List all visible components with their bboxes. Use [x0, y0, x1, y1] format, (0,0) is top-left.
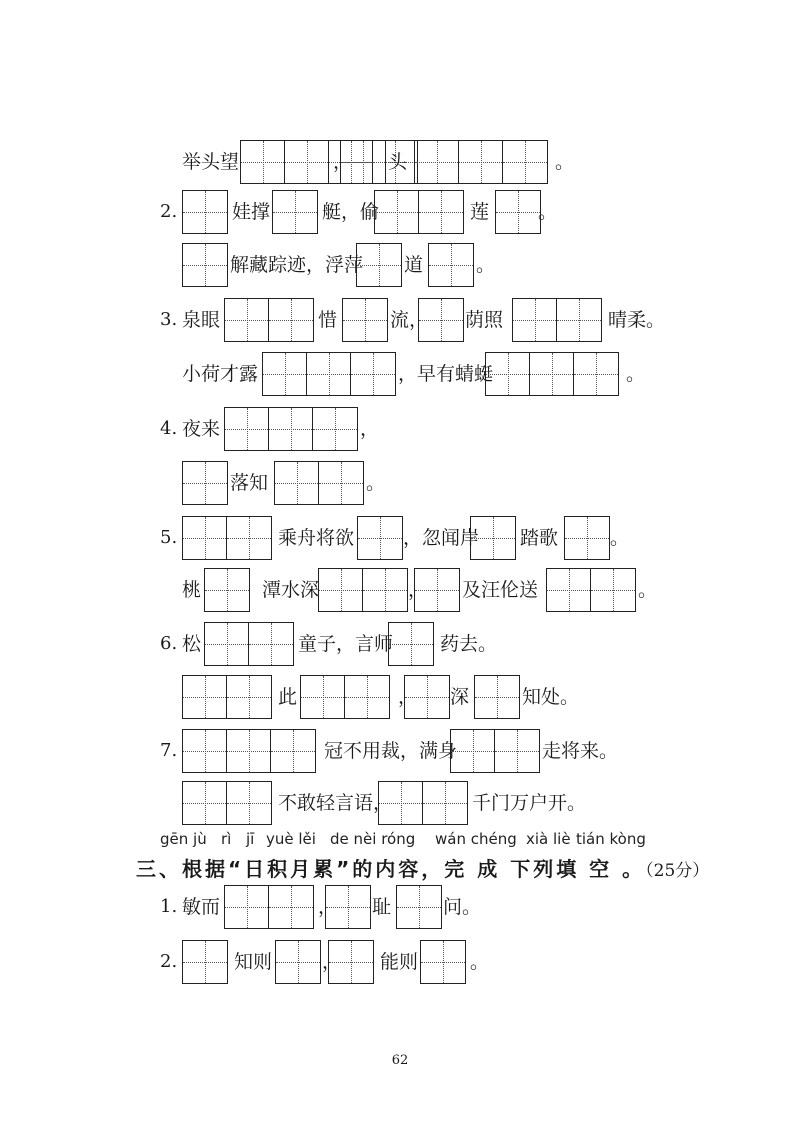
answer-cell[interactable]	[183, 191, 227, 233]
answer-cell[interactable]	[183, 676, 227, 718]
line-text: 晴柔。	[608, 309, 666, 331]
answer-grid[interactable]	[546, 568, 636, 612]
line-text: 。	[470, 951, 490, 973]
answer-cell[interactable]	[419, 299, 463, 341]
answer-grid[interactable]	[512, 298, 602, 342]
answer-cell[interactable]	[475, 676, 519, 718]
line-text: 夜来	[182, 418, 221, 440]
line-text: 解藏踪迹，浮萍	[230, 254, 364, 276]
answer-cell[interactable]	[326, 886, 370, 928]
answer-grid[interactable]	[182, 781, 272, 825]
line-text: 乘舟将欲	[278, 527, 355, 549]
answer-cell[interactable]	[225, 886, 269, 928]
heading-text: 三、根据“日积月累”的内容，完 成 下列填 空 。	[136, 857, 646, 881]
answer-cell[interactable]	[183, 244, 227, 286]
answer-cell[interactable]	[227, 782, 271, 824]
answer-grid[interactable]	[182, 729, 316, 773]
answer-cell[interactable]	[451, 730, 495, 772]
answer-grid[interactable]	[378, 781, 468, 825]
pinyin-neirong: de nèi róng	[330, 830, 416, 848]
answer-cell[interactable]	[183, 730, 227, 772]
answer-cell[interactable]	[205, 623, 249, 665]
line-text: ，	[398, 686, 418, 708]
answer-cell[interactable]	[496, 191, 540, 233]
answer-grid[interactable]	[204, 568, 250, 612]
answer-grid[interactable]	[224, 885, 314, 929]
line-text: 落知	[230, 472, 269, 494]
answer-grid[interactable]	[474, 675, 520, 719]
line-text: 艇，偷	[322, 201, 380, 223]
answer-cell[interactable]	[183, 782, 227, 824]
line-text: 松	[182, 633, 202, 655]
line-text: 耻	[372, 896, 392, 918]
line-text: 举头望	[182, 151, 240, 173]
answer-grid[interactable]	[374, 190, 464, 234]
answer-cell[interactable]	[557, 299, 601, 341]
answer-grid[interactable]	[224, 407, 358, 451]
answer-cell[interactable]	[351, 353, 395, 395]
answer-cell[interactable]	[459, 141, 503, 183]
line-text: 。	[610, 527, 630, 549]
answer-cell[interactable]	[227, 730, 271, 772]
answer-grid[interactable]	[495, 190, 541, 234]
answer-grid[interactable]	[224, 298, 314, 342]
pinyin-genju: gēn jù	[160, 830, 207, 848]
answer-cell[interactable]	[363, 569, 407, 611]
answer-cell[interactable]	[275, 462, 319, 504]
answer-cell[interactable]	[530, 353, 574, 395]
answer-grid[interactable]	[182, 516, 272, 560]
answer-grid[interactable]	[414, 568, 460, 612]
line-text: 桃	[182, 579, 202, 601]
answer-cell[interactable]	[263, 353, 307, 395]
item-number: 3.	[160, 309, 178, 330]
answer-cell[interactable]	[574, 353, 618, 395]
line-text: 。	[626, 363, 646, 385]
answer-cell[interactable]	[345, 676, 389, 718]
answer-cell[interactable]	[183, 462, 227, 504]
item-number: 4.	[160, 418, 178, 439]
line-text: 敏而	[182, 896, 221, 918]
answer-grid[interactable]	[182, 190, 228, 234]
answer-cell[interactable]	[429, 244, 473, 286]
answer-cell[interactable]	[225, 408, 269, 450]
answer-cell[interactable]	[313, 408, 357, 450]
answer-cell[interactable]	[423, 782, 467, 824]
answer-cell[interactable]	[547, 569, 591, 611]
answer-cell[interactable]	[397, 886, 441, 928]
answer-cell[interactable]	[471, 517, 515, 559]
line-text: ，	[408, 579, 428, 601]
line-text: 流，	[390, 309, 429, 331]
answer-cell[interactable]	[329, 941, 373, 983]
line-text: ，	[360, 418, 380, 440]
answer-cell[interactable]	[565, 517, 609, 559]
answer-cell[interactable]	[503, 141, 547, 183]
answer-grid[interactable]	[262, 352, 396, 396]
line-text: 知处。	[522, 686, 580, 708]
answer-cell[interactable]	[513, 299, 557, 341]
line-text: 千门万户开。	[472, 792, 587, 814]
line-text: ，早有蜻蜓	[398, 363, 494, 385]
answer-grid[interactable]	[182, 675, 272, 719]
answer-cell[interactable]	[405, 676, 449, 718]
answer-cell[interactable]	[285, 141, 329, 183]
answer-grid[interactable]	[470, 516, 516, 560]
answer-cell[interactable]	[421, 941, 465, 983]
answer-grid[interactable]	[182, 243, 228, 287]
answer-grid[interactable]	[414, 140, 548, 184]
heading-score: （25分）	[645, 861, 710, 881]
answer-cell[interactable]	[357, 244, 401, 286]
line-text: 荫照	[465, 309, 504, 331]
line-text: ，	[318, 896, 338, 918]
line-text: 及汪伦送	[462, 579, 539, 601]
pinyin-tiankong: tián kòng	[576, 830, 646, 848]
answer-cell[interactable]	[241, 141, 285, 183]
answer-cell[interactable]	[343, 299, 387, 341]
answer-grid[interactable]	[404, 675, 450, 719]
pinyin-ri: rì	[221, 830, 232, 848]
line-text: 小荷才露	[182, 363, 259, 385]
line-text: 。	[538, 201, 558, 223]
answer-grid[interactable]	[418, 298, 464, 342]
answer-cell[interactable]	[269, 299, 313, 341]
pinyin-yuelei: yuè lěi	[266, 830, 316, 848]
answer-cell[interactable]	[415, 569, 459, 611]
answer-grid[interactable]	[564, 516, 610, 560]
answer-cell[interactable]	[276, 941, 320, 983]
line-text: 问。	[443, 896, 482, 918]
item-number: 5.	[160, 527, 178, 548]
answer-cell[interactable]	[358, 517, 402, 559]
answer-grid[interactable]	[300, 675, 390, 719]
line-text: 惜	[318, 309, 338, 331]
answer-cell[interactable]	[227, 676, 271, 718]
line-text: 。	[476, 254, 496, 276]
answer-grid[interactable]	[342, 298, 388, 342]
answer-cell[interactable]	[249, 623, 293, 665]
answer-cell[interactable]	[375, 191, 419, 233]
section-three-heading	[136, 853, 709, 882]
line-text: 泉眼	[182, 309, 221, 331]
answer-cell[interactable]	[273, 191, 317, 233]
answer-cell[interactable]	[271, 730, 315, 772]
answer-cell[interactable]	[319, 569, 363, 611]
answer-cell[interactable]	[183, 517, 227, 559]
pinyin-xialie: xià liè	[526, 830, 571, 848]
item-number: 2.	[160, 951, 178, 972]
answer-grid[interactable]	[325, 885, 371, 929]
answer-cell[interactable]	[495, 730, 539, 772]
answer-grid[interactable]	[274, 461, 364, 505]
answer-cell[interactable]	[591, 569, 635, 611]
line-text: 知则	[234, 951, 273, 973]
line-text: 童子，言师	[298, 633, 394, 655]
answer-grid[interactable]	[328, 940, 374, 984]
answer-grid[interactable]	[388, 622, 434, 666]
answer-cell[interactable]	[419, 191, 463, 233]
line-text: 娃撑	[232, 201, 271, 223]
answer-cell[interactable]	[205, 569, 249, 611]
line-text: 道	[404, 254, 424, 276]
answer-cell[interactable]	[269, 408, 313, 450]
line-text: 莲	[470, 201, 490, 223]
answer-grid[interactable]	[357, 516, 403, 560]
answer-grid[interactable]	[340, 140, 386, 184]
item-number: 1.	[160, 896, 178, 917]
item-number: 6.	[160, 633, 178, 654]
answer-cell[interactable]	[341, 141, 385, 183]
answer-grid[interactable]	[356, 243, 402, 287]
answer-cell[interactable]	[183, 941, 227, 983]
line-text: ，	[322, 951, 342, 973]
answer-cell[interactable]	[301, 676, 345, 718]
answer-cell[interactable]	[415, 141, 459, 183]
answer-cell[interactable]	[225, 299, 269, 341]
answer-grid[interactable]	[318, 568, 408, 612]
answer-grid[interactable]	[272, 190, 318, 234]
line-text: ，	[333, 151, 353, 173]
answer-grid[interactable]	[485, 352, 619, 396]
answer-grid[interactable]	[420, 940, 466, 984]
answer-grid[interactable]	[396, 885, 442, 929]
answer-cell[interactable]	[389, 623, 433, 665]
line-text: 冠不用裁，满身	[324, 740, 458, 762]
line-text: 潭水深	[262, 579, 320, 601]
line-text: 能则	[380, 951, 419, 973]
answer-cell[interactable]	[486, 353, 530, 395]
line-text: 。	[555, 151, 575, 173]
line-text: 不敢轻言语，	[278, 792, 393, 814]
line-text: ，忽闻岸	[403, 527, 480, 549]
line-text: 。	[366, 472, 386, 494]
pinyin-wancheng: wán chéng	[435, 830, 517, 848]
item-number: 2.	[160, 201, 178, 222]
answer-cell[interactable]	[379, 782, 423, 824]
line-text: 。	[638, 579, 658, 601]
answer-grid[interactable]	[450, 729, 540, 773]
answer-cell[interactable]	[307, 353, 351, 395]
answer-grid[interactable]	[204, 622, 294, 666]
line-text: 药去。	[440, 633, 498, 655]
item-number: 7.	[160, 740, 178, 761]
answer-cell[interactable]	[269, 886, 313, 928]
line-text: 此	[278, 686, 298, 708]
answer-grid[interactable]	[182, 940, 228, 984]
pinyin-ji: jī	[246, 830, 255, 848]
line-text: 深	[450, 686, 470, 708]
line-text: 头	[388, 151, 408, 173]
line-text: 走将来。	[542, 740, 619, 762]
line-text: 踏歌	[520, 527, 559, 549]
answer-grid[interactable]	[275, 940, 321, 984]
answer-grid[interactable]	[428, 243, 474, 287]
answer-grid[interactable]	[182, 461, 228, 505]
answer-cell[interactable]	[319, 462, 363, 504]
answer-cell[interactable]	[227, 517, 271, 559]
page-number: 62	[391, 1053, 409, 1068]
